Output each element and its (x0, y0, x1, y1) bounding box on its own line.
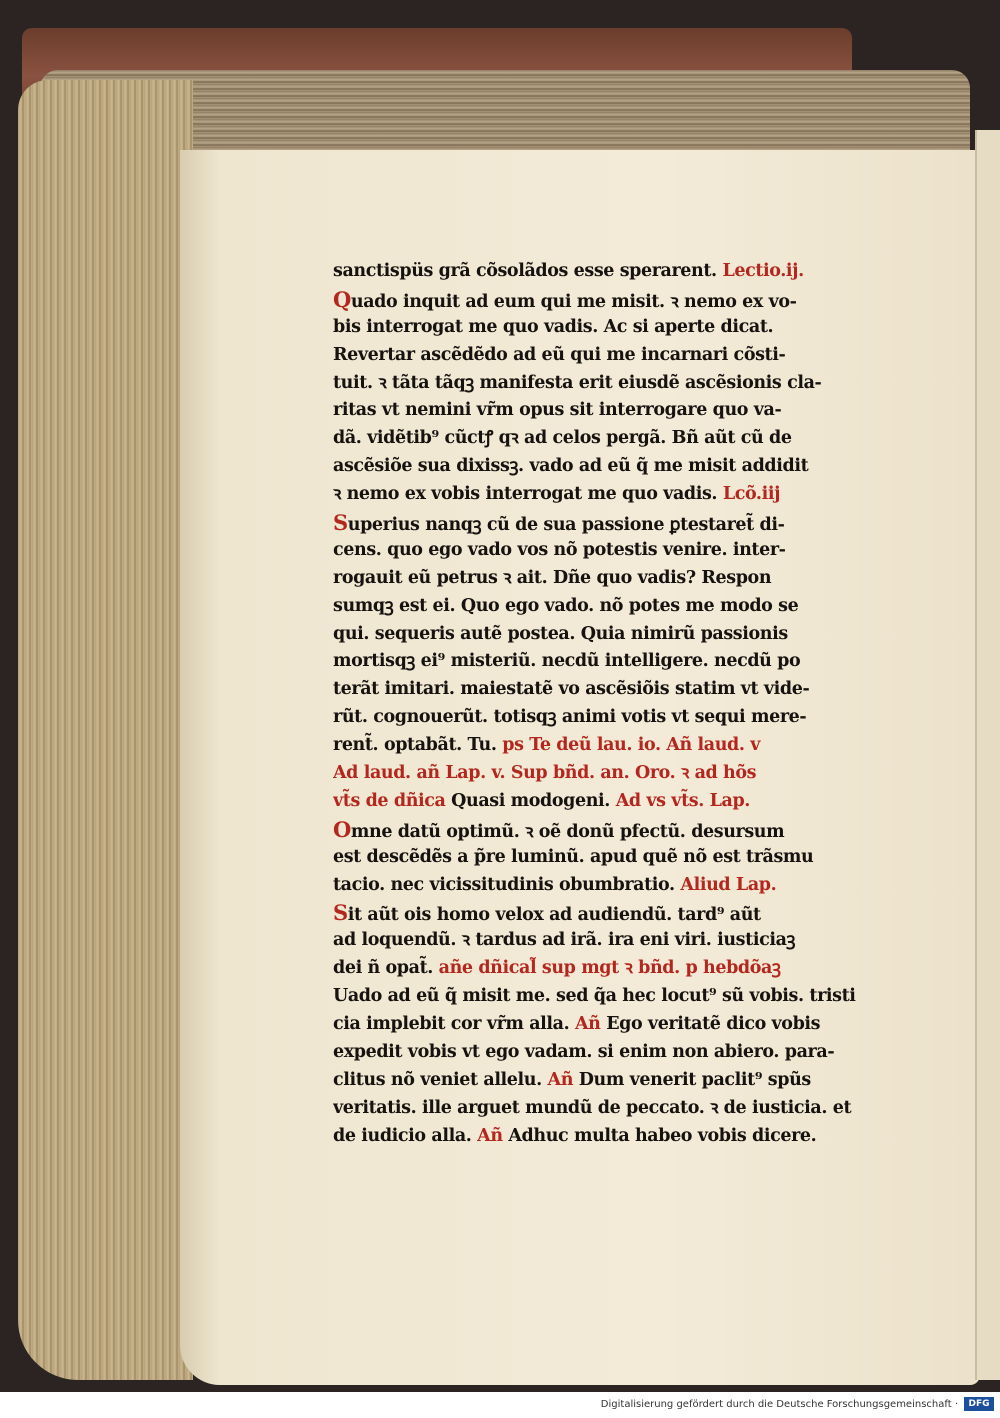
line-text: Quasi modogeni. (451, 790, 616, 811)
text-line (333, 565, 878, 593)
rubric: Añ (574, 1014, 607, 1035)
text-line (333, 955, 878, 983)
rubric: Ad laud. añ Lap. v. Sup bñd. an. Oro. ꝛ ad hõs (333, 763, 757, 784)
rubric: Añ (477, 1125, 509, 1146)
red-initial: O (333, 816, 351, 842)
text-line (333, 704, 878, 732)
text-line (333, 342, 878, 370)
text-line (333, 286, 878, 314)
line-text: uperius nanqꝫ cũ de sua passione ꝑtestaret̃ di- (347, 515, 785, 536)
text-line (333, 397, 878, 425)
red-initial: Q (333, 286, 351, 312)
text-line (333, 676, 878, 704)
text-line (333, 1039, 878, 1067)
line-text: clitus nõ veniet allelu. (333, 1069, 548, 1090)
line-text: ascẽsiõe sua dixissꝫ. vado ad eũ q̃ me misit addidit (333, 456, 809, 477)
line-text: rent̃. optabãt. Tu. (333, 735, 503, 756)
rubric: Lectio.ij. (722, 261, 804, 281)
text-line (333, 844, 878, 872)
text-line (333, 621, 878, 649)
text-line (333, 481, 878, 509)
line-text: terãt imitari. maiestatẽ vo ascẽsiõis statim vt vide- (333, 679, 810, 700)
text-line (333, 927, 878, 955)
line-text: rũt. cognouerũt. totisqꝫ animi votis vt sequi mere- (333, 707, 807, 728)
text-line (333, 537, 878, 565)
line-text: mne datũ optimũ. ꝛ oẽ donũ pfectũ. desursum (350, 821, 785, 842)
dfg-logo: DFG (964, 1397, 994, 1411)
text-line (333, 760, 878, 788)
red-initial: S (333, 900, 348, 926)
line-text: bis interrogat me quo vadis. Ac si aperte dicat. (333, 316, 774, 337)
line-text: tuit. ꝛ tãta tãqꝫ manifesta erit eiusdẽ ascẽsionis cla- (333, 372, 822, 393)
facing-page-edge (975, 130, 1000, 1380)
line-text: sumqꝫ est ei. Quo ego vado. nõ potes me modo se (333, 595, 799, 616)
line-text: dei ñ opat̃. (333, 958, 439, 979)
text-line (333, 1123, 878, 1151)
line-text: veritatis. ille arguet mundũ de peccato. ꝛ de iusticia. et (333, 1097, 852, 1118)
line-text: Ego veritatẽ dico vobis (606, 1014, 821, 1035)
text-line (333, 872, 878, 900)
text-line (333, 314, 878, 342)
text-line (333, 732, 878, 760)
red-initial: S (333, 510, 348, 536)
text-line (333, 509, 878, 537)
rubric: añe dñical̃ sup mgt ꝛ bñd. p hebdõaꝫ (438, 958, 781, 979)
line-text: cens. quo ego vado vos nõ potestis venire. inter- (333, 539, 786, 560)
text-line (333, 1011, 878, 1039)
text-line (333, 1067, 878, 1095)
rubric: Aliud Lap. (680, 874, 777, 895)
line-text: ritas vt nemini vr̃m opus sit interrogare quo va- (333, 400, 782, 421)
line-text: Adhuc multa habeo vobis dicere. (508, 1125, 817, 1146)
line-text: Revertar ascẽdẽdo ad eũ qui me incarnari cõsti- (333, 344, 786, 365)
line-text: ꝛ nemo ex vobis interrogat me quo vadis. (333, 484, 723, 505)
line-text: uado inquit ad eum qui me misit. ꝛ nemo ex vo- (350, 291, 797, 312)
line-text: ad loquendũ. ꝛ tardus ad irã. ira eni viri. iusticiaꝫ (333, 930, 796, 951)
text-line (333, 1095, 878, 1123)
line-text: qui. sequeris autẽ postea. Quia nimirũ passionis (333, 623, 788, 644)
funding-notice: Digitalisierung gefördert durch die Deutsche Forschungsgemeinschaft · (600, 1399, 958, 1410)
text-line (333, 648, 878, 676)
rubric: Añ (547, 1069, 579, 1090)
text-line (333, 816, 878, 844)
text-line (333, 370, 878, 398)
line-text: de iudicio alla. (333, 1125, 478, 1146)
text-line (333, 453, 878, 481)
rubric: ps Te deũ lau. io. Añ laud. v (502, 735, 761, 756)
line-text: tacio. nec vicissitudinis obumbratio. (333, 874, 681, 895)
line-text: it aũt ois homo velox ad audiendũ. tard⁹ aũt (347, 905, 761, 926)
line-text: mortisqꝫ ei⁹ misteriũ. necdũ intelligere. necdũ po (333, 651, 801, 672)
text-line (333, 593, 878, 621)
line-text: est descẽdẽs a p̃re luminũ. apud quẽ nõ est trãsmu (333, 846, 814, 867)
line-text: Uado ad eũ q̃ misit me. sed q̃a hec locut⁹ sũ vobis. tristi (333, 986, 856, 1007)
text-line (333, 788, 878, 816)
line-text: cia implebit cor vr̃m alla. (333, 1014, 575, 1035)
rubric: Ad vs vt̃s. Lap. (615, 790, 750, 811)
line-text: dã. vidẽtib⁹ cũctꝭ qꝛ ad celos pergã. Bñ aũt cũ de (333, 428, 792, 449)
text-line (333, 983, 878, 1011)
line-text: sanctispüs grã cõsolãdos esse sperarent. (333, 261, 723, 281)
rubric: Lcõ.iij (722, 484, 781, 505)
rubric: vt̃s de dñica (333, 790, 452, 811)
text-line (333, 258, 878, 286)
text-line (333, 425, 878, 453)
line-text: Dum venerit paclit⁹ spũs (578, 1069, 811, 1090)
page-text-block (333, 258, 878, 1146)
page-block-side-edge (18, 80, 193, 1380)
line-text: expedit vobis vt ego vadam. si enim non abiero. para- (333, 1041, 835, 1062)
line-text: rogauit eũ petrus ꝛ ait. Dñe quo vadis? Respon (333, 567, 772, 588)
text-line (333, 899, 878, 927)
footer (0, 1392, 1000, 1418)
